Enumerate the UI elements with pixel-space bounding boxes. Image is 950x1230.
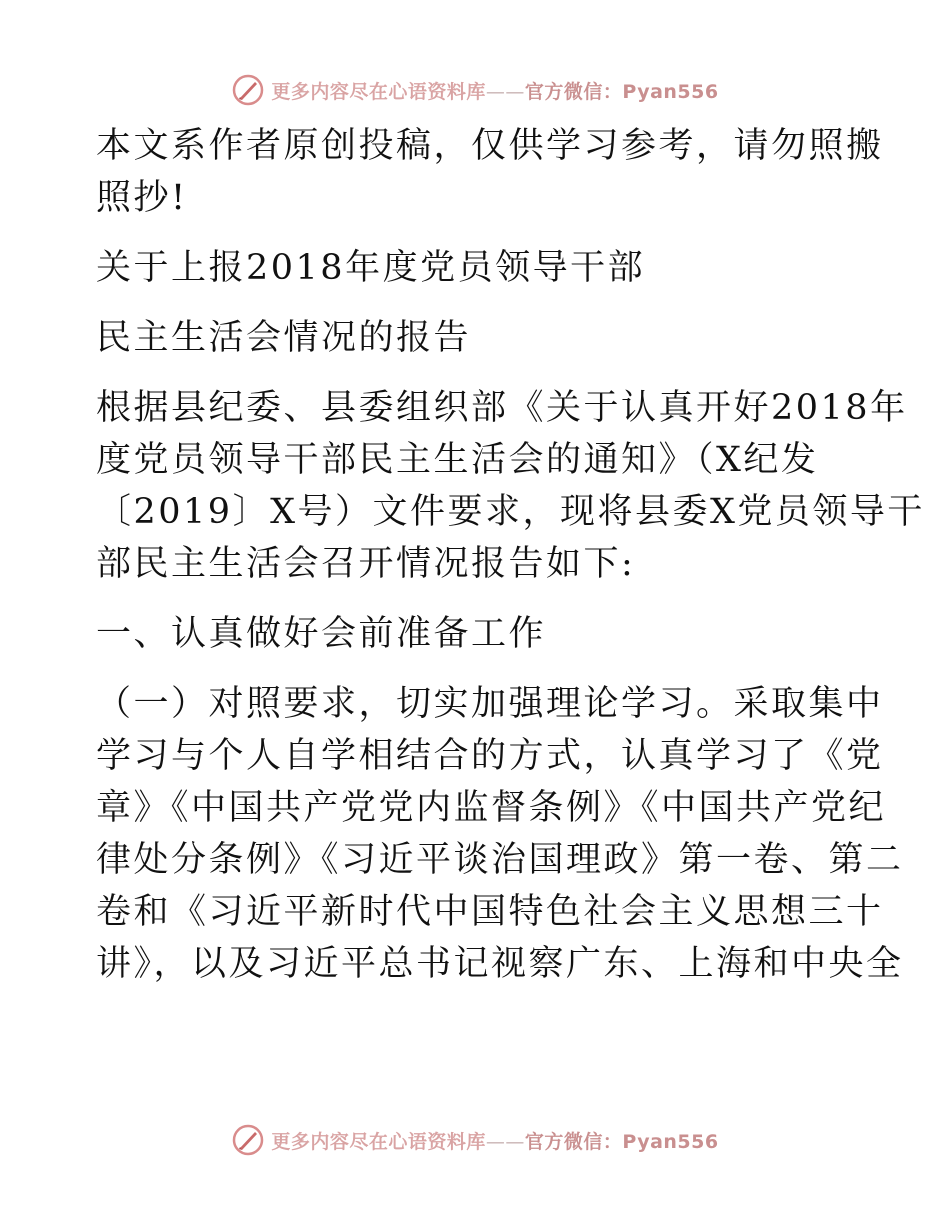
- title-line: 民主生活会情况的报告: [96, 318, 472, 358]
- section-heading: 一、认真做好会前准备工作: [96, 614, 547, 654]
- text-line: 根据县纪委、县委组织部《关于认真开好2018年: [96, 388, 908, 428]
- document-body: [96, 120, 925, 990]
- text-line: 学习与个人自学相结合的方式，认真学习了《党: [96, 736, 884, 776]
- disclaimer-paragraph: [96, 120, 884, 224]
- quill-logo-icon: [231, 1123, 265, 1157]
- document-title: [96, 242, 856, 364]
- text-line: 讲》，以及习近平总书记视察广东、上海和中央全: [96, 944, 904, 984]
- text-line: 度党员领导干部民主生活会的通知》（X纪发: [96, 440, 819, 480]
- watermark-text: 更多内容尽在心语资料库——官方微信：Pyan556: [271, 1130, 719, 1153]
- watermark-text: 更多内容尽在心语资料库——官方微信：Pyan556: [271, 80, 719, 103]
- watermark-footer: [0, 1120, 950, 1160]
- text-line: 〔2019〕X号）文件要求，现将县委X党员领导干: [96, 492, 925, 532]
- quill-logo-icon: [231, 73, 265, 107]
- title-line: 关于上报2018年度党员领导干部: [96, 248, 646, 288]
- text-line: 本文系作者原创投稿，仅供学习参考，请勿照搬: [96, 126, 884, 166]
- text-line: 部民主生活会召开情况报告如下:: [96, 544, 636, 584]
- text-line: 照抄!: [96, 178, 188, 218]
- intro-paragraph: [96, 382, 925, 590]
- section1-paragraph: [96, 678, 904, 990]
- text-line: 卷和《习近平新时代中国特色社会主义思想三十: [96, 892, 884, 932]
- text-line: 律处分条例》《习近平谈治国理政》第一卷、第二: [96, 840, 904, 880]
- text-line: 章》《中国共产党党内监督条例》《中国共产党纪: [96, 788, 887, 828]
- watermark-header: [0, 70, 950, 110]
- text-line: （一）对照要求，切实加强理论学习。采取集中: [96, 684, 884, 724]
